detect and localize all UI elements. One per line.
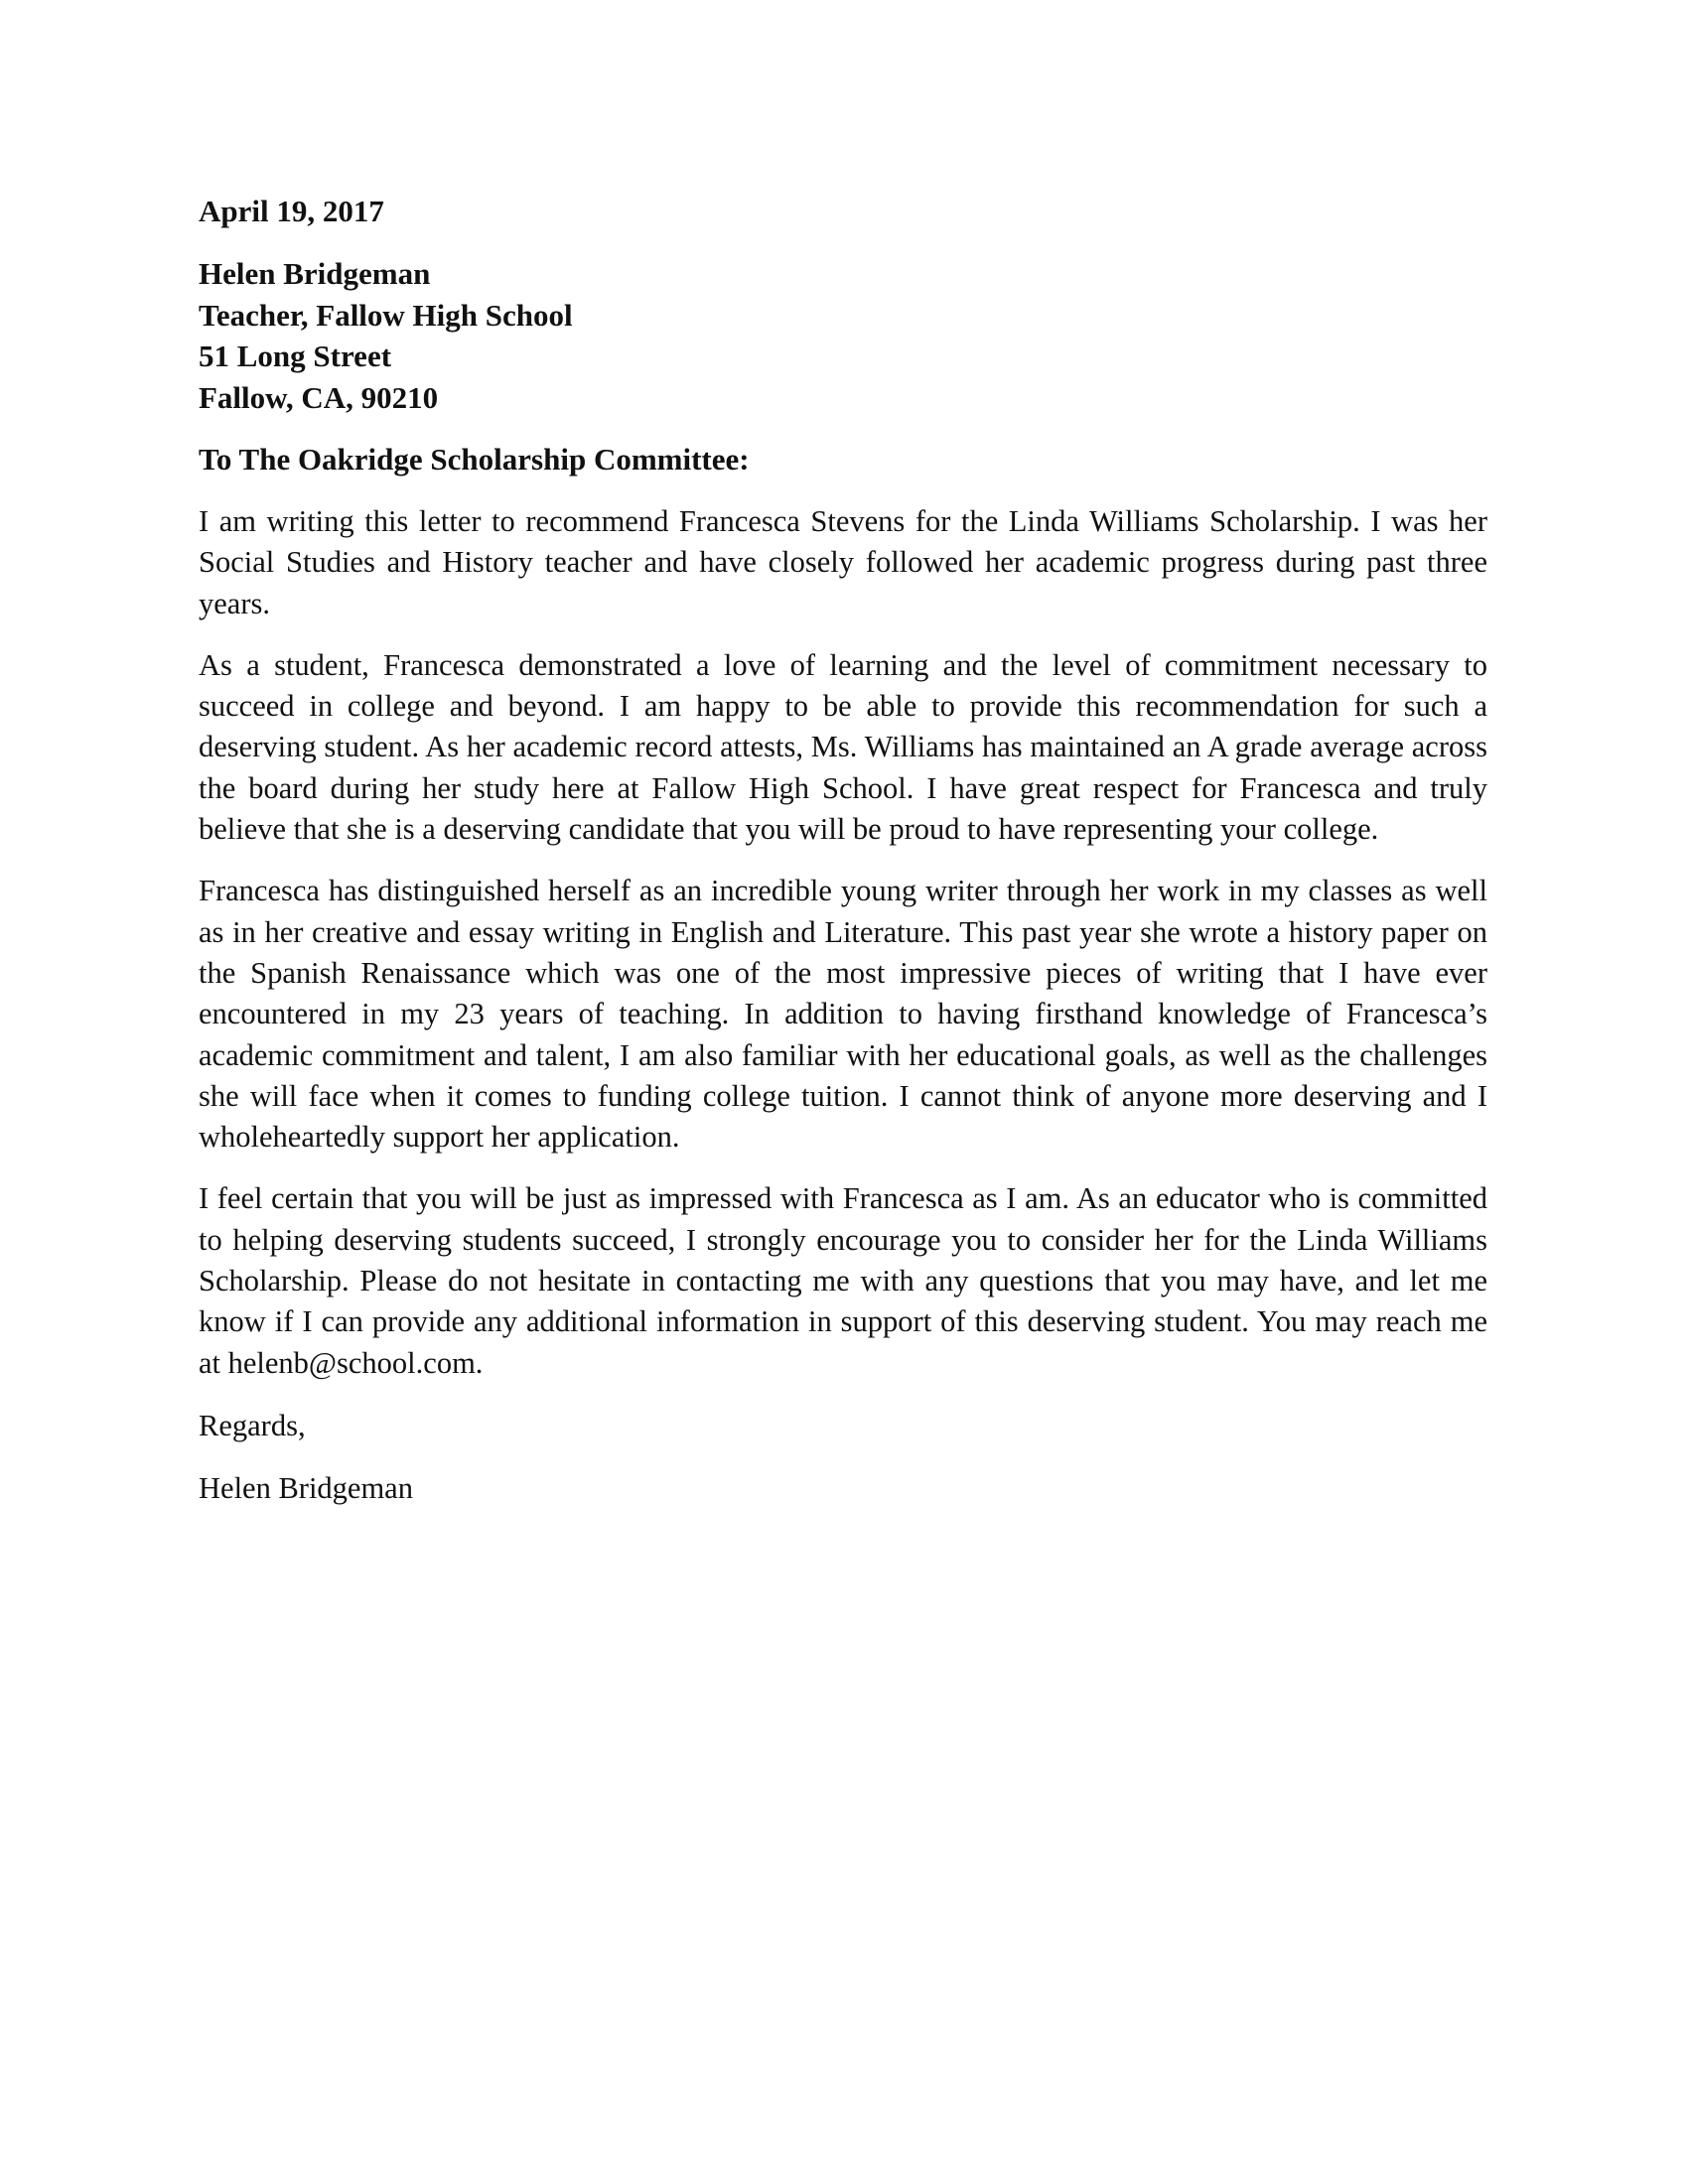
signature-name: Helen Bridgeman [199, 1470, 413, 1505]
body-paragraph: As a student, Francesca demonstrated a love of learning and the level of commitment necessary to succeed in college and beyond. I am happy to be able to provide this recommendation for such a deserving student. As her academic record attests, Ms. Williams has maintained an A grade average across the board during her study here at Fallow High School. I have great respect for Francesca and truly believe that she is a deserving candidate that you will be proud to have representing your college. [199, 647, 1487, 847]
closing: Regards, [199, 1408, 306, 1442]
letter-date: April 19, 2017 [199, 194, 384, 228]
body-paragraph: I feel certain that you will be just as impressed with Francesca as I am. As an educator who is committed to helping deserving students succeed, I strongly encourage you to consider her for the Linda Williams Scholarship. Please do not hesitate in contacting me with any questions that you may have, and let me know if I can provide any additional information in support of this deserving student. You may reach me at helenb@school.com. [199, 1181, 1487, 1380]
sender-block [199, 253, 1487, 418]
sender-city: Fallow, CA, 90210 [199, 379, 439, 415]
letter-page [199, 191, 1487, 1509]
salutation: To The Oakridge Scholarship Committee: [199, 442, 750, 477]
sender-name: Helen Bridgeman [199, 256, 431, 291]
body-paragraph: Francesca has distinguished herself as an incredible young writer through her work in my classes as well as in her creative and essay writing in English and Literature. This past year she wrote a history paper on the Spanish Renaissance which was one of the most impressive pieces of writing that I have ever encountered in my 23 years of teaching. In addition to having firsthand knowledge of Francesca’s academic commitment and talent, I am also familiar with her educational goals, as well as the challenges she will face when it comes to funding college tuition. I cannot think of anyone more deserving and I wholeheartedly support her application. [199, 874, 1487, 1155]
sender-street: 51 Long Street [199, 339, 392, 373]
body-paragraph: I am writing this letter to recommend Francesca Stevens for the Linda Williams Scholarship. I was her Social Studies and History teacher and have closely followed her academic progress during past three years. [199, 504, 1487, 620]
sender-title: Teacher, Fallow High School [199, 297, 573, 333]
